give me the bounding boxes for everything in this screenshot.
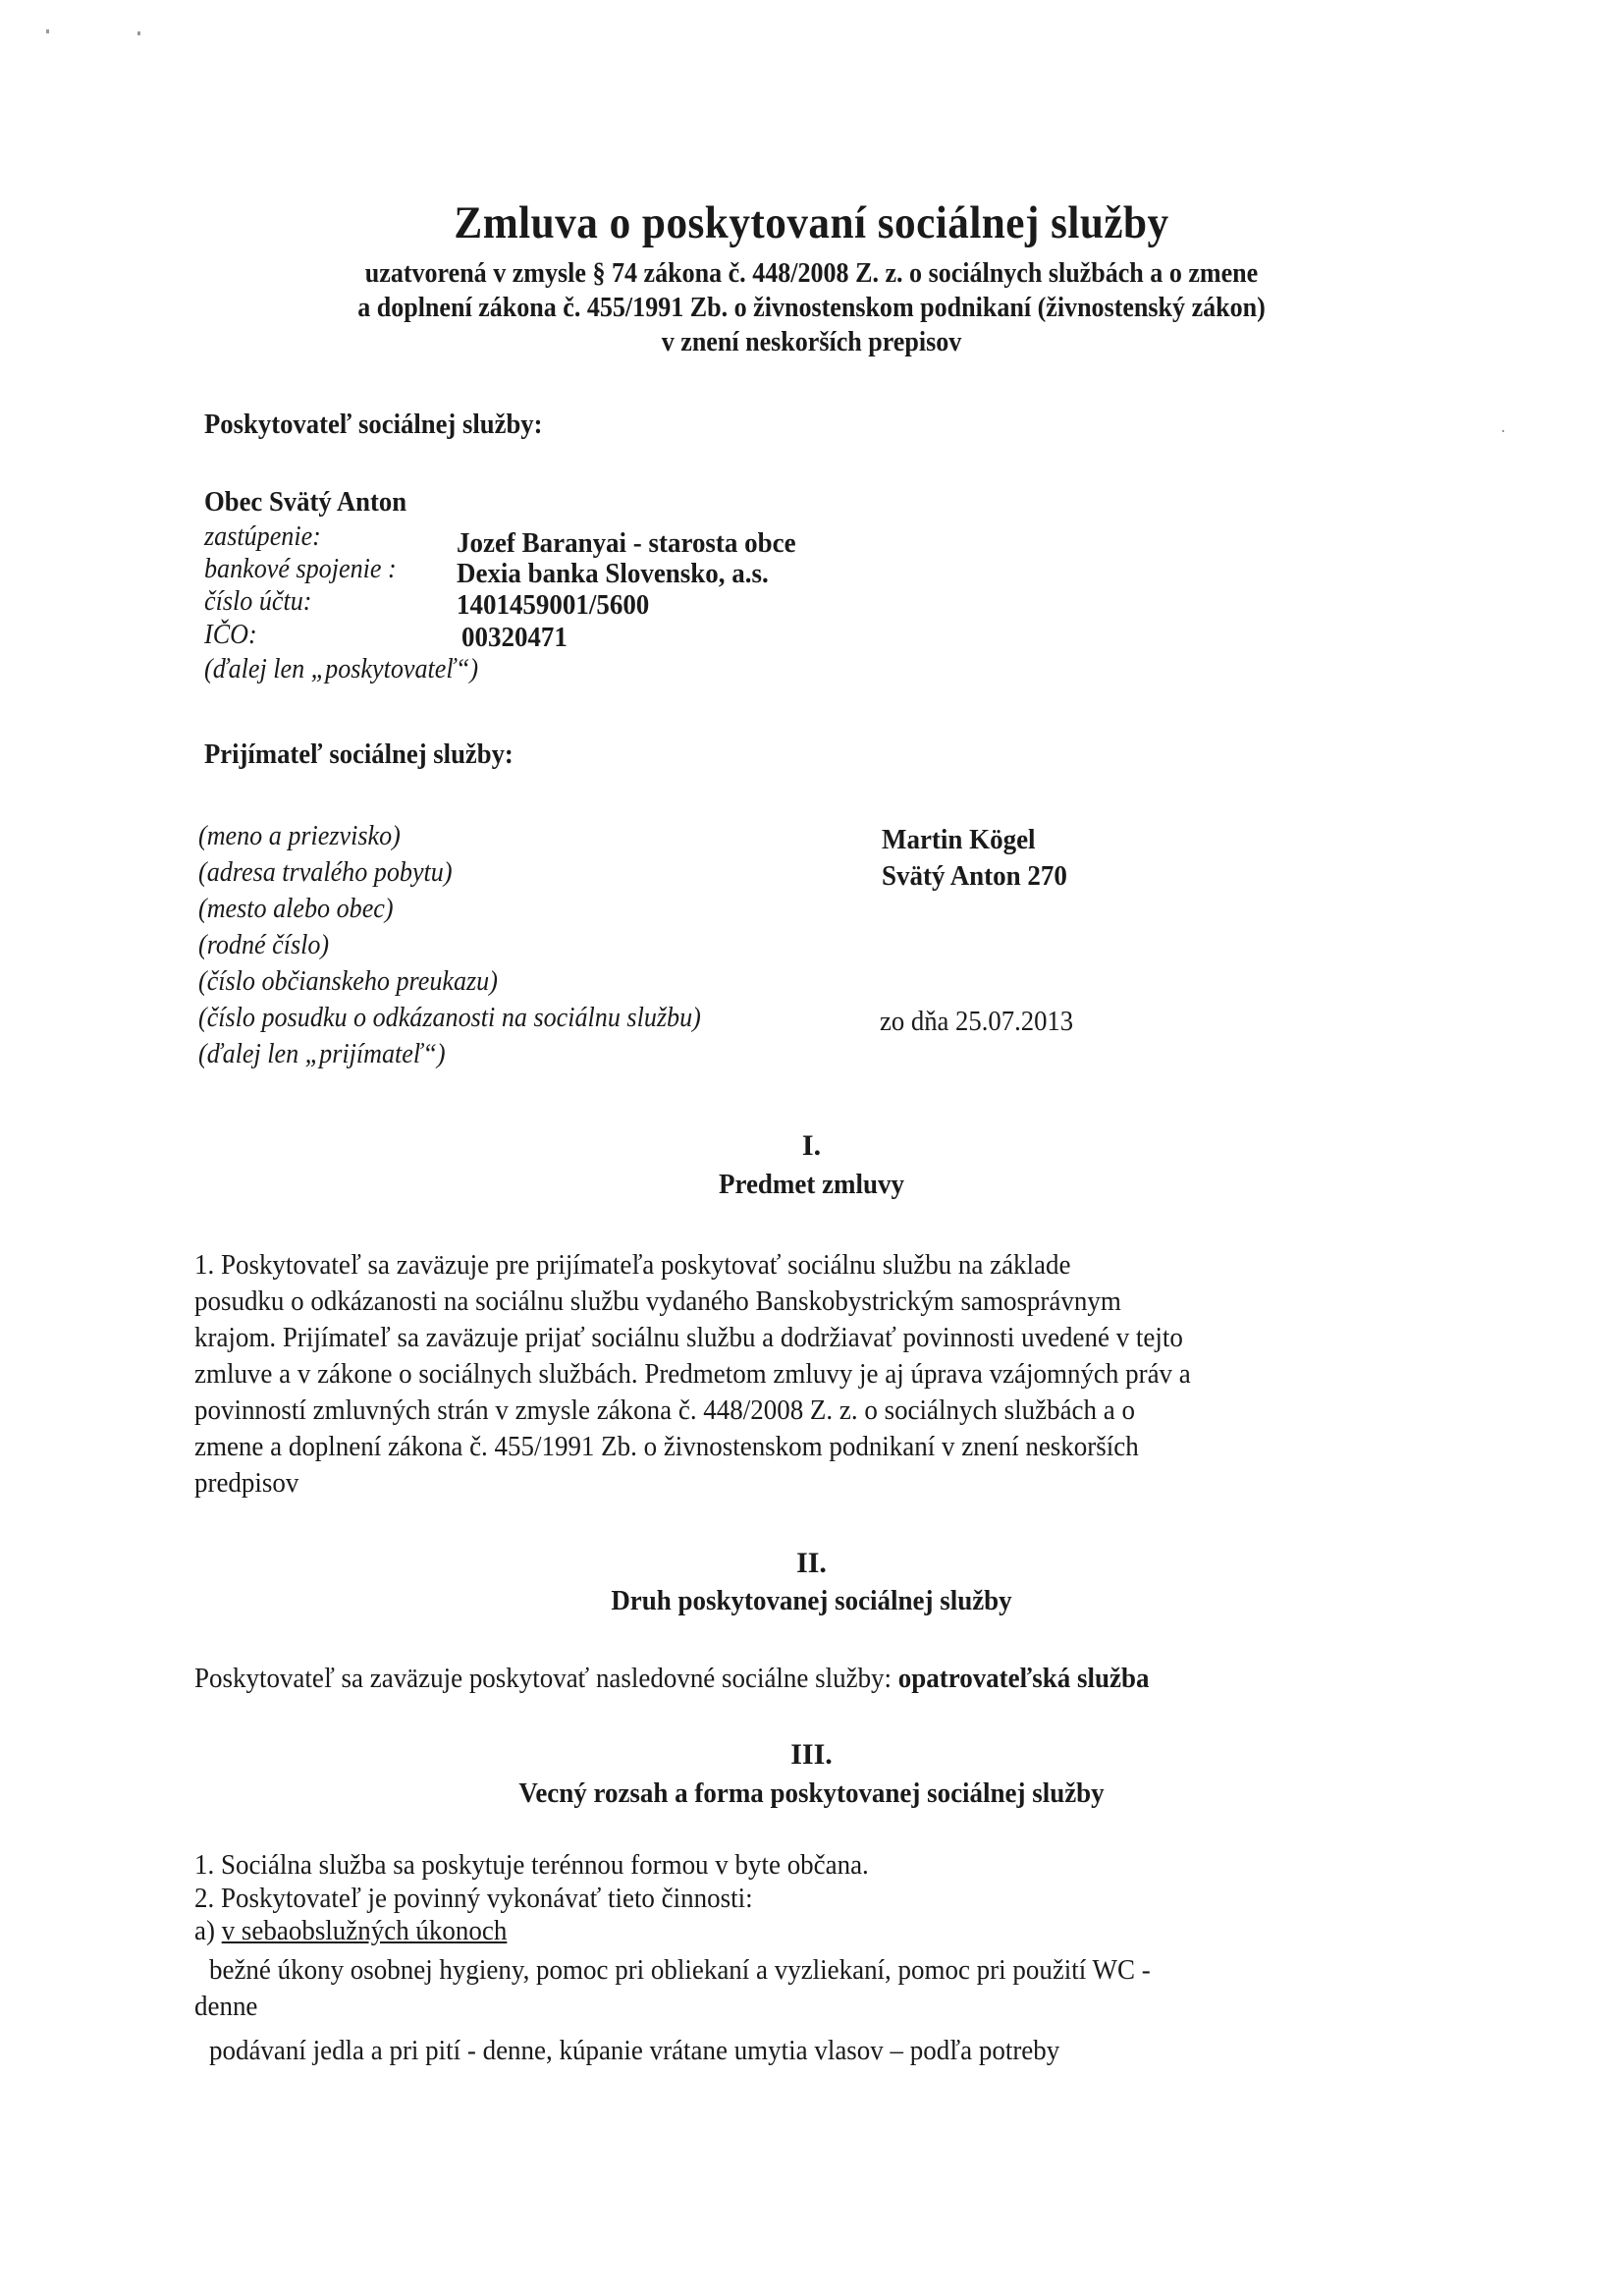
provider-field-label: IČO:	[204, 619, 257, 650]
provider-field-value: Jozef Baranyai - starosta obce	[457, 527, 796, 559]
scan-artifact	[137, 31, 140, 35]
sub-item-prefix: a)	[194, 1915, 222, 1946]
provider-name: Obec Svätý Anton	[204, 486, 407, 518]
document-subtitle-line: a doplnení zákona č. 455/1991 Zb. o živnostenskom podnikaní (živnostenský zákon)	[357, 293, 1266, 323]
provider-field-label: zastúpenie:	[204, 520, 321, 552]
paragraph-line: 1. Poskytovateľ sa zaväzuje pre prijímateľa poskytovať sociálnu službu na základe	[194, 1249, 1071, 1281]
document-subtitle-line: uzatvorená v zmysle § 74 zákona č. 448/2008 Z. z. o sociálnych službách a o zmene	[364, 258, 1259, 289]
section-number: II.	[796, 1547, 827, 1579]
recipient-field-label: (číslo posudku o odkázanosti na sociálnu službu)	[198, 1002, 701, 1033]
section-title: Vecný rozsah a forma poskytovanej sociálnej služby	[518, 1777, 1105, 1809]
paragraph-line: krajom. Prijímateľ sa zaväzuje prijať sociálnu službu a dodržiavať povinnosti uvedené v tejto	[194, 1322, 1183, 1353]
paragraph-line: predpisov	[194, 1467, 299, 1499]
sub-item-heading	[194, 1915, 507, 1947]
provider-field-label: číslo účtu:	[204, 585, 312, 617]
paragraph-line: zmluve a v zákone o sociálnych službách. Predmetom zmluvy je aj úprava vzájomných práv a	[194, 1358, 1191, 1390]
recipient-field-label: (rodné číslo)	[198, 929, 330, 960]
list-item: 2. Poskytovateľ je povinný vykonávať tieto činnosti:	[194, 1883, 753, 1914]
scan-artifact	[46, 29, 49, 33]
scan-artifact	[1502, 430, 1504, 432]
list-item: 1. Sociálna služba sa poskytuje terénnou formou v byte občana.	[194, 1849, 869, 1881]
section-number: I.	[801, 1129, 822, 1162]
recipient-field-value: Martin Kögel	[882, 824, 1036, 855]
recipient-field-label: (meno a priezvisko)	[198, 820, 401, 851]
service-type-line	[194, 1663, 1149, 1695]
section-title: Predmet zmluvy	[719, 1169, 904, 1200]
document-subtitle-line: v znení neskorších prepisov	[661, 327, 962, 357]
provider-field-label: bankové spojenie :	[204, 553, 397, 584]
provider-heading: Poskytovateľ sociálnej služby:	[204, 409, 543, 440]
provider-field-value: 00320471	[461, 622, 568, 653]
section-title: Druh poskytovanej sociálnej služby	[611, 1585, 1012, 1616]
document-title: Zmluva o poskytovaní sociálnej služby	[454, 197, 1169, 248]
provider-alias: (ďalej len „poskytovateľ“)	[204, 653, 479, 684]
service-type-value: opatrovateľská služba	[897, 1663, 1150, 1694]
recipient-field-value: zo dňa 25.07.2013	[880, 1006, 1074, 1037]
recipient-field-label: (číslo občianskeho preukazu)	[198, 965, 498, 997]
recipient-field-label: (mesto alebo obec)	[198, 893, 394, 924]
provider-field-value: Dexia banka Slovensko, a.s.	[457, 558, 769, 589]
paragraph-line: posudku o odkázanosti na sociálnu službu vydaného Banskobystrickým samosprávnym	[194, 1285, 1121, 1317]
paragraph-line: zmene a doplnení zákona č. 455/1991 Zb. o živnostenskom podnikaní v znení neskorších	[194, 1431, 1139, 1462]
activity-line: bežné úkony osobnej hygieny, pomoc pri obliekaní a vyzliekaní, pomoc pri použití WC -	[209, 1954, 1151, 1986]
recipient-heading: Prijímateľ sociálnej služby:	[204, 738, 514, 770]
recipient-field-value: Svätý Anton 270	[882, 860, 1067, 892]
provider-field-value: 1401459001/5600	[457, 589, 650, 621]
service-type-text: Poskytovateľ sa zaväzuje poskytovať nasledovné sociálne služby:	[194, 1663, 898, 1694]
recipient-field-label: (adresa trvalého pobytu)	[198, 856, 453, 888]
sub-item-label: v sebaobslužných úkonoch	[221, 1915, 508, 1946]
activity-line: podávaní jedla a pri pití - denne, kúpanie vrátane umytia vlasov – podľa potreby	[209, 2035, 1060, 2066]
activity-line: denne	[194, 1991, 258, 2022]
paragraph-line: povinností zmluvných strán v zmysle zákona č. 448/2008 Z. z. o sociálnych službách a o	[194, 1394, 1135, 1426]
recipient-alias: (ďalej len „prijímateľ“)	[198, 1038, 446, 1069]
section-number: III.	[790, 1738, 833, 1771]
